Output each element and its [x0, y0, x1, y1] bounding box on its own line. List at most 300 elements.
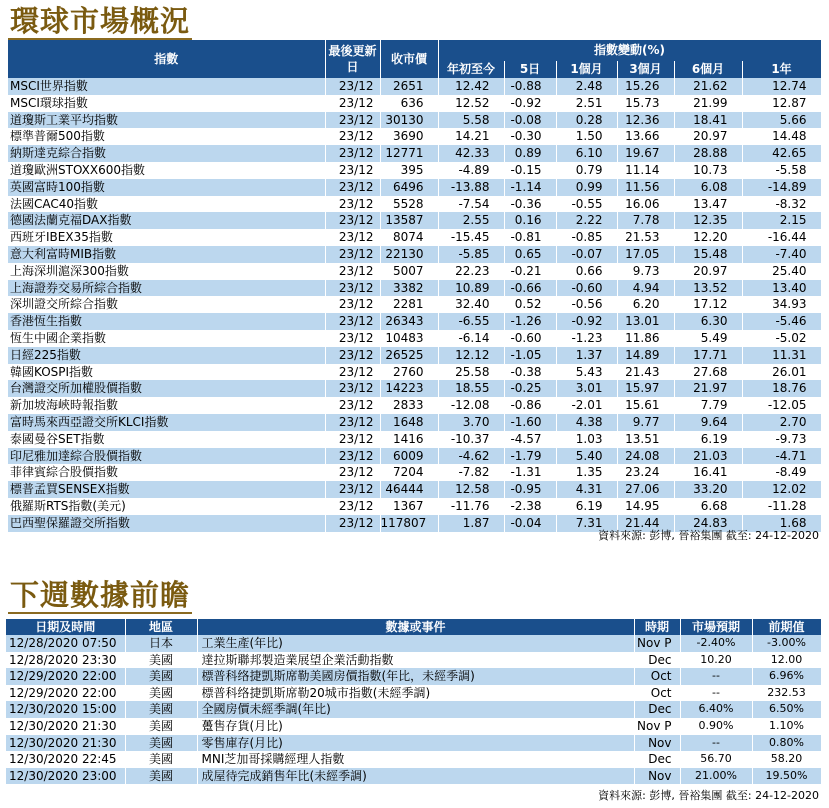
ytd-cell: -13.88 [438, 179, 504, 196]
header-3m: 3個月 [617, 61, 674, 78]
index-name-cell: 上海證券交易所綜合指數 [8, 280, 325, 297]
table-row [8, 246, 821, 263]
region-cell: 美國 [125, 768, 197, 785]
table-row [8, 179, 821, 196]
header-datetime: 日期及時間 [6, 619, 125, 635]
m6-cell: 15.48 [674, 246, 742, 263]
y1-cell: 12.74 [742, 78, 821, 95]
previous-cell: 58.20 [752, 751, 821, 768]
close-cell: 5528 [380, 196, 438, 213]
table-row [8, 380, 821, 397]
index-name-cell: 俄羅斯RTS指數(美元) [8, 498, 325, 515]
close-cell: 1367 [380, 498, 438, 515]
m3-cell: 13.66 [617, 128, 674, 145]
previous-cell: 6.96% [752, 668, 821, 685]
updated-cell: 23/12 [325, 515, 380, 532]
m6-cell: 5.49 [674, 330, 742, 347]
index-name-cell: 菲律賓綜合股價指數 [8, 464, 325, 481]
y1-cell: 42.65 [742, 145, 821, 162]
y1-cell: -14.89 [742, 179, 821, 196]
events-source-note: 資料來源: 彭博, 晉裕集團 截至: 24-12-2020 [598, 789, 819, 802]
table-row [8, 128, 821, 145]
ytd-cell: 22.23 [438, 263, 504, 280]
m1-cell: 5.43 [556, 364, 617, 381]
table-row [8, 78, 821, 95]
updated-cell: 23/12 [325, 196, 380, 213]
m1-cell: -0.60 [556, 280, 617, 297]
index-name-cell: 新加坡海峽時報指數 [8, 397, 325, 414]
y1-cell: -11.28 [742, 498, 821, 515]
updated-cell: 23/12 [325, 464, 380, 481]
table-row [8, 112, 821, 129]
ytd-cell: 32.40 [438, 296, 504, 313]
m3-cell: 15.73 [617, 95, 674, 112]
y1-cell: 11.31 [742, 347, 821, 364]
m1-cell: 2.51 [556, 95, 617, 112]
header-event: 數據或事件 [197, 619, 634, 635]
updated-cell: 23/12 [325, 498, 380, 515]
y1-cell: -7.40 [742, 246, 821, 263]
table-row [8, 448, 821, 465]
index-name-cell: 韓國KOSPI指數 [8, 364, 325, 381]
m3-cell: 24.08 [617, 448, 674, 465]
m1-cell: 4.31 [556, 481, 617, 498]
period-cell: Dec [634, 652, 680, 669]
period-cell: Dec [634, 701, 680, 718]
ytd-cell: 3.70 [438, 414, 504, 431]
index-name-cell: 泰國曼谷SET指數 [8, 431, 325, 448]
table-row [8, 330, 821, 347]
previous-cell: 6.50% [752, 701, 821, 718]
table-row [8, 464, 821, 481]
ytd-cell: -4.62 [438, 448, 504, 465]
ytd-cell: -11.76 [438, 498, 504, 515]
close-cell: 46444 [380, 481, 438, 498]
ytd-cell: -7.82 [438, 464, 504, 481]
updated-cell: 23/12 [325, 229, 380, 246]
y1-cell: 1.68 [742, 515, 821, 532]
m6-cell: 17.12 [674, 296, 742, 313]
period-cell: Oct [634, 685, 680, 702]
index-name-cell: 道瓊歐洲STOXX600指數 [8, 162, 325, 179]
updated-cell: 23/12 [325, 481, 380, 498]
m6-cell: 16.41 [674, 464, 742, 481]
d5-cell: -0.86 [504, 397, 556, 414]
m6-cell: 20.97 [674, 263, 742, 280]
y1-cell: 5.66 [742, 112, 821, 129]
datetime-cell: 12/29/2020 22:00 [6, 668, 125, 685]
table-row [8, 95, 821, 112]
m3-cell: 21.53 [617, 229, 674, 246]
y1-cell: 2.70 [742, 414, 821, 431]
region-cell: 美國 [125, 751, 197, 768]
table-row [6, 701, 821, 718]
event-cell: MNI芝加哥採購經理人指數 [197, 751, 634, 768]
m1-cell: 2.48 [556, 78, 617, 95]
table-row [6, 768, 821, 785]
table-row [8, 498, 821, 515]
updated-cell: 23/12 [325, 364, 380, 381]
d5-cell: 0.89 [504, 145, 556, 162]
m6-cell: 28.88 [674, 145, 742, 162]
datetime-cell: 12/28/2020 23:30 [6, 652, 125, 669]
close-cell: 5007 [380, 263, 438, 280]
m3-cell: 23.24 [617, 464, 674, 481]
index-name-cell: 西班牙IBEX35指數 [8, 229, 325, 246]
ytd-cell: 12.52 [438, 95, 504, 112]
header-period: 時期 [634, 619, 680, 635]
header-region: 地區 [125, 619, 197, 635]
region-cell: 美國 [125, 652, 197, 669]
m1-cell: 1.50 [556, 128, 617, 145]
m6-cell: 21.03 [674, 448, 742, 465]
updated-cell: 23/12 [325, 95, 380, 112]
d5-cell: -0.30 [504, 128, 556, 145]
updated-cell: 23/12 [325, 431, 380, 448]
index-name-cell: 英國富時100指數 [8, 179, 325, 196]
close-cell: 14223 [380, 380, 438, 397]
region-cell: 美國 [125, 685, 197, 702]
close-cell: 22130 [380, 246, 438, 263]
m6-cell: 12.35 [674, 212, 742, 229]
updated-cell: 23/12 [325, 179, 380, 196]
d5-cell: -0.92 [504, 95, 556, 112]
market-source-note: 資料來源: 彭博, 晉裕集團 截至: 24-12-2020 [598, 529, 819, 542]
m6-cell: 10.73 [674, 162, 742, 179]
region-cell: 美國 [125, 701, 197, 718]
m1-cell: 0.66 [556, 263, 617, 280]
m1-cell: -2.01 [556, 397, 617, 414]
m6-cell: 6.68 [674, 498, 742, 515]
close-cell: 13587 [380, 212, 438, 229]
d5-cell: -1.31 [504, 464, 556, 481]
m6-cell: 24.83 [674, 515, 742, 532]
d5-cell: -0.36 [504, 196, 556, 213]
m6-cell: 17.71 [674, 347, 742, 364]
m6-cell: 6.19 [674, 431, 742, 448]
datetime-cell: 12/28/2020 07:50 [6, 635, 125, 652]
m1-cell: -0.55 [556, 196, 617, 213]
y1-cell: 13.40 [742, 280, 821, 297]
d5-cell: -4.57 [504, 431, 556, 448]
close-cell: 30130 [380, 112, 438, 129]
updated-cell: 23/12 [325, 397, 380, 414]
index-name-cell: 香港恆生指數 [8, 313, 325, 330]
ytd-cell: -12.08 [438, 397, 504, 414]
y1-cell: 18.76 [742, 380, 821, 397]
m3-cell: 21.44 [617, 515, 674, 532]
table-row [8, 162, 821, 179]
d5-cell: -0.25 [504, 380, 556, 397]
table-row [6, 652, 821, 669]
m1-cell: 0.79 [556, 162, 617, 179]
d5-cell: -1.05 [504, 347, 556, 364]
m6-cell: 12.20 [674, 229, 742, 246]
region-cell: 美國 [125, 668, 197, 685]
index-name-cell: MSCI環球指數 [8, 95, 325, 112]
index-name-cell: 印尼雅加達綜合股價指數 [8, 448, 325, 465]
index-name-cell: 意大利富時MIB指數 [8, 246, 325, 263]
m3-cell: 4.94 [617, 280, 674, 297]
close-cell: 117807 [380, 515, 438, 532]
event-cell: 工業生產(年比) [197, 635, 634, 652]
header-1m: 1個月 [556, 61, 617, 78]
ytd-cell: 14.21 [438, 128, 504, 145]
m3-cell: 17.05 [617, 246, 674, 263]
table-row [8, 212, 821, 229]
previous-cell: 19.50% [752, 768, 821, 785]
table-row [8, 196, 821, 213]
event-cell: 達拉斯聯邦製造業展望企業活動指數 [197, 652, 634, 669]
m1-cell: 7.31 [556, 515, 617, 532]
close-cell: 8074 [380, 229, 438, 246]
ytd-cell: -6.14 [438, 330, 504, 347]
y1-cell: -9.73 [742, 431, 821, 448]
close-cell: 3690 [380, 128, 438, 145]
m3-cell: 13.01 [617, 313, 674, 330]
economic-events-table [6, 619, 822, 784]
m1-cell: 5.40 [556, 448, 617, 465]
m1-cell: 6.10 [556, 145, 617, 162]
y1-cell: 34.93 [742, 296, 821, 313]
table-row [8, 280, 821, 297]
period-cell: Dec [634, 751, 680, 768]
index-name-cell: 納斯達克綜合指數 [8, 145, 325, 162]
table-row [6, 668, 821, 685]
close-cell: 1416 [380, 431, 438, 448]
table-row [8, 431, 821, 448]
table-row [6, 735, 821, 752]
m1-cell: 4.38 [556, 414, 617, 431]
m6-cell: 6.08 [674, 179, 742, 196]
updated-cell: 23/12 [325, 448, 380, 465]
updated-cell: 23/12 [325, 263, 380, 280]
ytd-cell: -5.85 [438, 246, 504, 263]
y1-cell: -8.49 [742, 464, 821, 481]
close-cell: 26525 [380, 347, 438, 364]
period-cell: Oct [634, 668, 680, 685]
d5-cell: 0.65 [504, 246, 556, 263]
close-cell: 1648 [380, 414, 438, 431]
d5-cell: -0.66 [504, 280, 556, 297]
m1-cell: -0.07 [556, 246, 617, 263]
updated-cell: 23/12 [325, 162, 380, 179]
header-change-group: 指數變動(%) [438, 40, 821, 61]
m6-cell: 13.47 [674, 196, 742, 213]
table-row [8, 414, 821, 431]
updated-cell: 23/12 [325, 296, 380, 313]
previous-cell: -3.00% [752, 635, 821, 652]
m3-cell: 11.56 [617, 179, 674, 196]
m6-cell: 21.99 [674, 95, 742, 112]
period-cell: Nov P [634, 718, 680, 735]
d5-cell: -0.08 [504, 112, 556, 129]
forecast-cell: 56.70 [680, 751, 752, 768]
m6-cell: 21.62 [674, 78, 742, 95]
table-row [8, 296, 821, 313]
index-name-cell: 台灣證交所加權股價指數 [8, 380, 325, 397]
m3-cell: 15.61 [617, 397, 674, 414]
event-cell: 零售庫存(月比) [197, 735, 634, 752]
y1-cell: -16.44 [742, 229, 821, 246]
header-ytd: 年初至今 [438, 61, 504, 78]
index-name-cell: 上海深圳滬深300指數 [8, 263, 325, 280]
market-overview-title: 環球市場概況 [10, 4, 191, 38]
y1-cell: -5.58 [742, 162, 821, 179]
forecast-cell: 10.20 [680, 652, 752, 669]
close-cell: 12771 [380, 145, 438, 162]
index-name-cell: 巴西聖保羅證交所指數 [8, 515, 325, 532]
m1-cell: 1.03 [556, 431, 617, 448]
updated-cell: 23/12 [325, 347, 380, 364]
forecast-cell: -2.40% [680, 635, 752, 652]
ytd-cell: 25.58 [438, 364, 504, 381]
m3-cell: 14.89 [617, 347, 674, 364]
m6-cell: 7.79 [674, 397, 742, 414]
table-row [8, 313, 821, 330]
m1-cell: 6.19 [556, 498, 617, 515]
table-row [8, 347, 821, 364]
m3-cell: 16.06 [617, 196, 674, 213]
ytd-cell: -15.45 [438, 229, 504, 246]
d5-cell: -0.15 [504, 162, 556, 179]
header-6m: 6個月 [674, 61, 742, 78]
m3-cell: 11.14 [617, 162, 674, 179]
y1-cell: 2.15 [742, 212, 821, 229]
m3-cell: 27.06 [617, 481, 674, 498]
index-name-cell: 道瓊斯工業平均指數 [8, 112, 325, 129]
updated-cell: 23/12 [325, 246, 380, 263]
table-row [6, 751, 821, 768]
m6-cell: 27.68 [674, 364, 742, 381]
header-forecast: 市場預期 [680, 619, 752, 635]
y1-cell: -8.32 [742, 196, 821, 213]
close-cell: 2651 [380, 78, 438, 95]
m6-cell: 21.97 [674, 380, 742, 397]
datetime-cell: 12/30/2020 21:30 [6, 718, 125, 735]
d5-cell: -1.14 [504, 179, 556, 196]
close-cell: 6496 [380, 179, 438, 196]
d5-cell: -0.81 [504, 229, 556, 246]
d5-cell: -1.60 [504, 414, 556, 431]
close-cell: 2760 [380, 364, 438, 381]
next-week-preview-title: 下週數據前瞻 [10, 578, 191, 612]
updated-cell: 23/12 [325, 380, 380, 397]
previous-cell: 0.80% [752, 735, 821, 752]
m1-cell: -1.23 [556, 330, 617, 347]
datetime-cell: 12/30/2020 21:30 [6, 735, 125, 752]
previous-cell: 12.00 [752, 652, 821, 669]
d5-cell: -0.88 [504, 78, 556, 95]
updated-cell: 23/12 [325, 78, 380, 95]
updated-cell: 23/12 [325, 145, 380, 162]
forecast-cell: 0.90% [680, 718, 752, 735]
table-row [6, 685, 821, 702]
previous-cell: 1.10% [752, 718, 821, 735]
index-name-cell: 標準普爾500指數 [8, 128, 325, 145]
close-cell: 2281 [380, 296, 438, 313]
index-name-cell: 深圳證交所綜合指數 [8, 296, 325, 313]
table-row [8, 364, 821, 381]
d5-cell: -0.95 [504, 481, 556, 498]
m3-cell: 7.78 [617, 212, 674, 229]
m1-cell: 1.35 [556, 464, 617, 481]
m3-cell: 6.20 [617, 296, 674, 313]
d5-cell: -2.38 [504, 498, 556, 515]
close-cell: 7204 [380, 464, 438, 481]
d5-cell: -1.79 [504, 448, 556, 465]
region-cell: 日本 [125, 635, 197, 652]
m3-cell: 13.51 [617, 431, 674, 448]
updated-cell: 23/12 [325, 128, 380, 145]
previous-cell: 232.53 [752, 685, 821, 702]
ytd-cell: -4.89 [438, 162, 504, 179]
m1-cell: -0.85 [556, 229, 617, 246]
updated-cell: 23/12 [325, 212, 380, 229]
event-cell: 成屋待完成銷售年比(未經季調) [197, 768, 634, 785]
y1-cell: 12.87 [742, 95, 821, 112]
period-cell: Nov P [634, 635, 680, 652]
period-cell: Nov [634, 768, 680, 785]
ytd-cell: 5.58 [438, 112, 504, 129]
y1-cell: 25.40 [742, 263, 821, 280]
m6-cell: 13.52 [674, 280, 742, 297]
region-cell: 美國 [125, 735, 197, 752]
table-row [8, 263, 821, 280]
header-1y: 1年 [742, 61, 821, 78]
ytd-cell: -10.37 [438, 431, 504, 448]
ytd-cell: 12.58 [438, 481, 504, 498]
m6-cell: 33.20 [674, 481, 742, 498]
ytd-cell: 10.89 [438, 280, 504, 297]
close-cell: 6009 [380, 448, 438, 465]
header-updated: 最後更新日 [325, 40, 380, 78]
m3-cell: 9.73 [617, 263, 674, 280]
datetime-cell: 12/30/2020 22:45 [6, 751, 125, 768]
m1-cell: -0.56 [556, 296, 617, 313]
index-name-cell: MSCI世界指數 [8, 78, 325, 95]
ytd-cell: 18.55 [438, 380, 504, 397]
index-name-cell: 富時馬來西亞證交所KLCI指數 [8, 414, 325, 431]
m1-cell: 2.22 [556, 212, 617, 229]
m3-cell: 9.77 [617, 414, 674, 431]
index-name-cell: 德國法蘭克福DAX指數 [8, 212, 325, 229]
y1-cell: 14.48 [742, 128, 821, 145]
table-row [8, 145, 821, 162]
d5-cell: 0.52 [504, 296, 556, 313]
d5-cell: -0.04 [504, 515, 556, 532]
ytd-cell: 12.42 [438, 78, 504, 95]
y1-cell: -5.46 [742, 313, 821, 330]
m6-cell: 18.41 [674, 112, 742, 129]
close-cell: 10483 [380, 330, 438, 347]
close-cell: 2833 [380, 397, 438, 414]
m3-cell: 11.86 [617, 330, 674, 347]
ytd-cell: -6.55 [438, 313, 504, 330]
header-index: 指數 [8, 40, 325, 78]
event-cell: 標普科络捷凱斯席勒美國房價指數(年比，未經季調) [197, 668, 634, 685]
d5-cell: -0.21 [504, 263, 556, 280]
d5-cell: -0.60 [504, 330, 556, 347]
event-cell: 標普科络捷凱斯席勒20城市指數(未經季調) [197, 685, 634, 702]
table-row [6, 635, 821, 652]
m3-cell: 14.95 [617, 498, 674, 515]
header-5d: 5日 [504, 61, 556, 78]
m3-cell: 19.67 [617, 145, 674, 162]
ytd-cell: 12.12 [438, 347, 504, 364]
ytd-cell: 2.55 [438, 212, 504, 229]
m1-cell: 3.01 [556, 380, 617, 397]
